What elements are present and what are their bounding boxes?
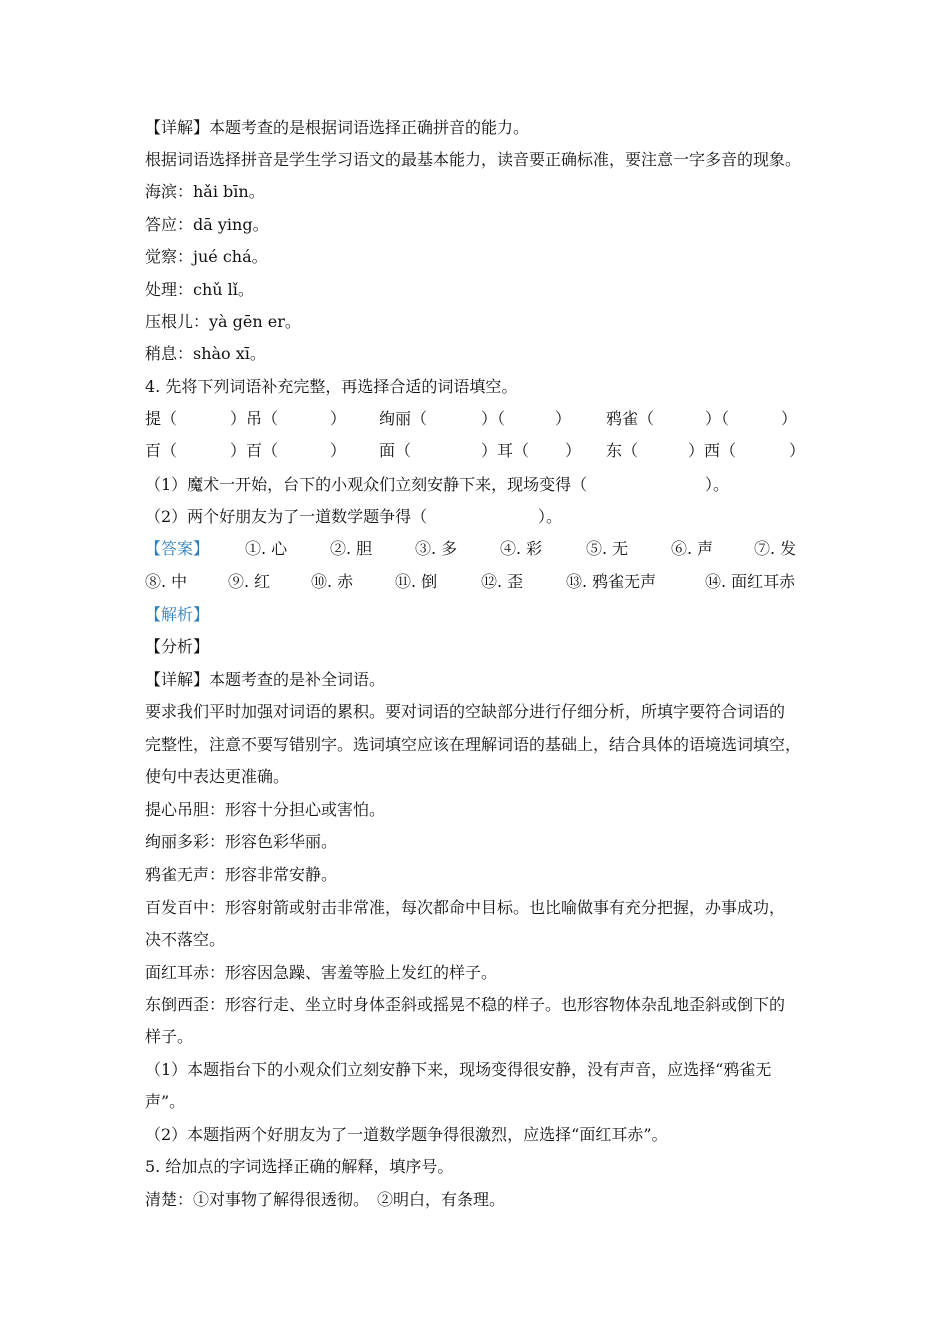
pinyin-line: 稍息：shào xī。 xyxy=(145,344,266,363)
text-line: 要求我们平时加强对词语的累积。要对词语的空缺部分进行仔细分析，所填字要符合词语的 xyxy=(145,702,786,721)
fill-cell: ）西（ xyxy=(688,441,737,460)
text-line: 使句中表达更准确。 xyxy=(145,767,290,786)
pinyin-line: 觉察：jué chá。 xyxy=(145,247,268,266)
fill-cell: ） xyxy=(565,441,582,460)
fill-cell: 百（ xyxy=(145,441,178,460)
fill-cell: ） xyxy=(789,441,806,460)
answer-item: ①. 心 xyxy=(245,539,288,558)
definition-line: 面红耳赤：形容因急躁、害羞等脸上发红的样子。 xyxy=(145,963,498,982)
fill-cell: ） xyxy=(330,409,347,428)
fill-cell: ）耳（ xyxy=(481,441,530,460)
pinyin-line: 答应：dā ying。 xyxy=(145,215,269,234)
fill-cell: ）（ xyxy=(705,409,730,428)
pinyin-line: 海滨：hǎi bīn。 xyxy=(145,182,265,201)
pinyin-line: 处理：chǔ lǐ。 xyxy=(145,280,254,299)
analysis-label: 【解析】 xyxy=(145,605,210,624)
question-title: 4. 先将下列词语补充完整，再选择合适的词语填空。 xyxy=(145,377,518,396)
answer-label: 【答案】 xyxy=(145,539,210,558)
pinyin-line: 压根儿：yà gēn er。 xyxy=(145,312,301,331)
fill-cell: ） xyxy=(555,409,572,428)
explanation-line: （1）本题指台下的小观众们立刻安静下来，现场变得很安静，没有声音，应选择“鸦雀无 xyxy=(145,1060,772,1079)
fill-cell: 面（ xyxy=(379,441,412,460)
sub-question-end: ）。 xyxy=(705,475,730,494)
text-line: 清楚：①对事物了解得很透彻。 ②明白，有条理。 xyxy=(145,1190,506,1209)
sub-question: （1）魔术一开始，台下的小观众们立刻安静下来，现场变得（ xyxy=(145,475,588,494)
answer-item: ⑬. 鸦雀无声 xyxy=(566,572,657,591)
answer-item: ⑤. 无 xyxy=(586,539,629,558)
answer-item: ⑫. 歪 xyxy=(481,572,524,591)
detail-line: 【详解】本题考查的是根据词语选择正确拼音的能力。 xyxy=(145,118,530,137)
fill-cell: 鸦雀（ xyxy=(606,409,655,428)
sub-question-end: ）。 xyxy=(538,507,563,526)
answer-item: ⑭. 面红耳赤 xyxy=(705,572,796,591)
fill-cell: ）百（ xyxy=(230,441,279,460)
fill-cell: 绚丽（ xyxy=(379,409,428,428)
answer-item: ⑪. 倒 xyxy=(395,572,438,591)
answer-item: ⑩. 赤 xyxy=(311,572,354,591)
answer-item: ③. 多 xyxy=(415,539,458,558)
fill-cell: ） xyxy=(330,441,347,460)
definition-line: 绚丽多彩：形容色彩华丽。 xyxy=(145,832,338,851)
definition-line: 百发百中：形容射箭或射击非常准，每次都命中目标。也比喻做事有充分把握，办事成功， xyxy=(145,898,786,917)
fill-cell: ） xyxy=(781,409,798,428)
fill-cell: ）（ xyxy=(481,409,506,428)
definition-line: 提心吊胆：形容十分担心或害怕。 xyxy=(145,800,386,819)
definition-line: 决不落空。 xyxy=(145,930,226,949)
question-title: 5. 给加点的字词选择正确的解释，填序号。 xyxy=(145,1157,454,1176)
fill-cell: 东（ xyxy=(606,441,639,460)
answer-item: ②. 胆 xyxy=(330,539,373,558)
text-line: 根据词语选择拼音是学生学习语文的最基本能力，读音要正确标准，要注意一字多音的现象。 xyxy=(145,150,802,169)
detail-line: 【详解】本题考查的是补全词语。 xyxy=(145,670,386,689)
section-label: 【分析】 xyxy=(145,637,210,656)
answer-item: ⑥. 声 xyxy=(671,539,714,558)
text-line: 完整性，注意不要写错别字。选词填空应该在理解词语的基础上，结合具体的语境选词填空， xyxy=(145,735,802,754)
answer-item: ⑦. 发 xyxy=(754,539,797,558)
explanation-line: （2）本题指两个好朋友为了一道数学题争得很激烈，应选择“面红耳赤”。 xyxy=(145,1125,668,1144)
answer-item: ⑧. 中 xyxy=(145,572,188,591)
explanation-line: 声”。 xyxy=(145,1092,186,1111)
answer-item: ④. 彩 xyxy=(500,539,543,558)
definition-line: 样子。 xyxy=(145,1027,194,1046)
definition-line: 鸦雀无声：形容非常安静。 xyxy=(145,865,338,884)
definition-line: 东倒西歪：形容行走、坐立时身体歪斜或摇晃不稳的样子。也形容物体杂乱地歪斜或倒下的 xyxy=(145,995,786,1014)
sub-question: （2）两个好朋友为了一道数学题争得（ xyxy=(145,507,428,526)
fill-cell: ）吊（ xyxy=(230,409,279,428)
fill-cell: 提（ xyxy=(145,409,178,428)
answer-item: ⑨. 红 xyxy=(228,572,271,591)
